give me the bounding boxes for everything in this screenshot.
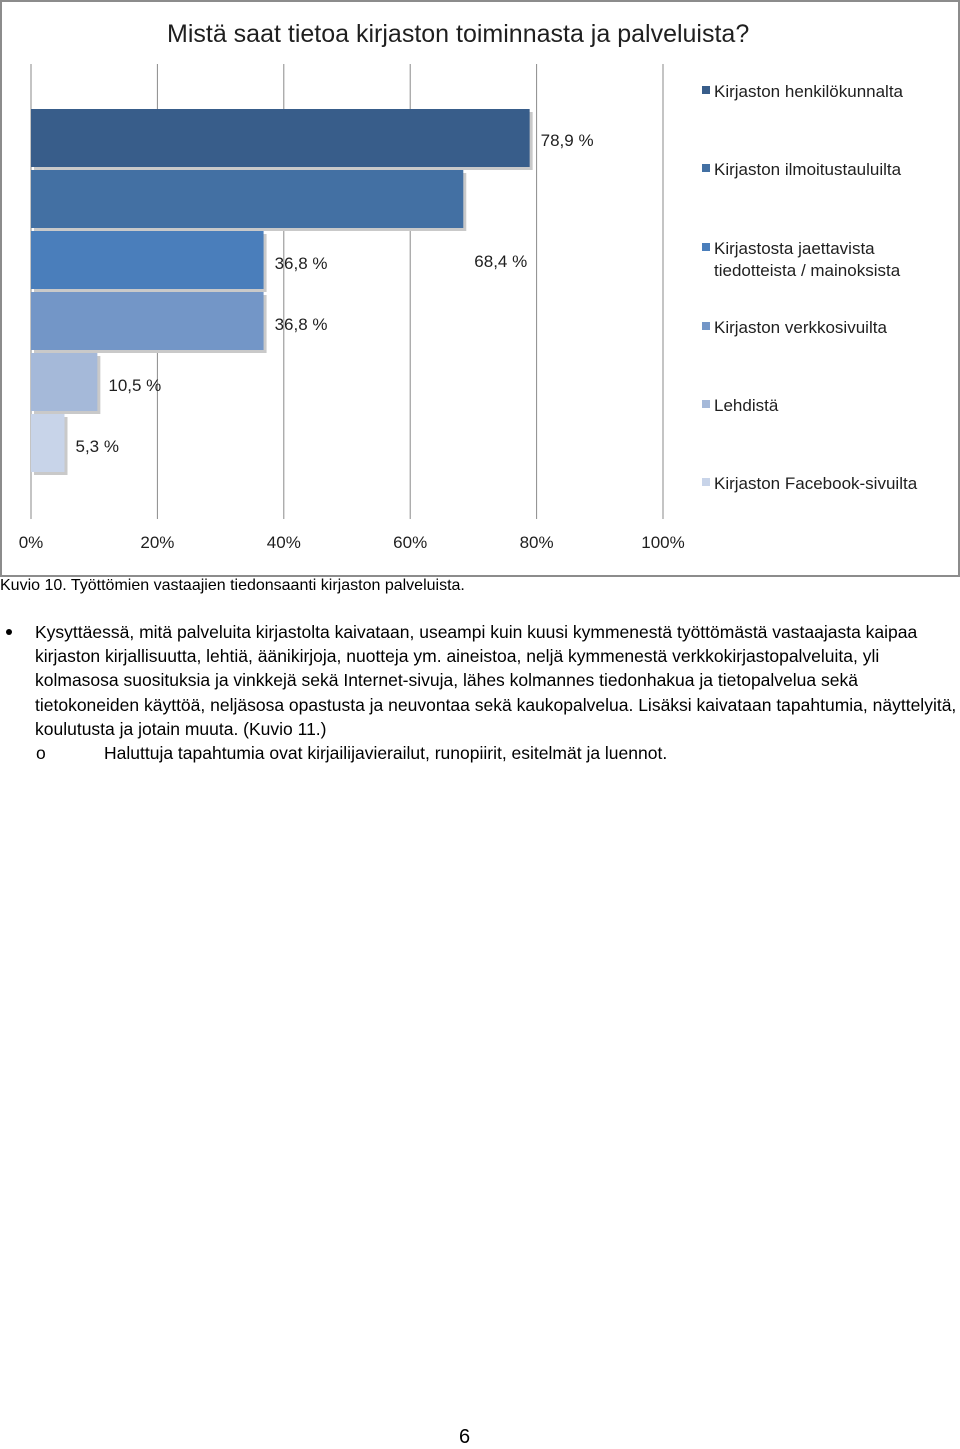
bullet-dot-icon — [6, 629, 12, 635]
sub-bullet-text: Haluttuja tapahtumia ovat kirjailijavierailut, runopiirit, esitelmät ja luennot. — [104, 743, 668, 764]
body-text — [0, 620, 960, 765]
bar — [31, 292, 264, 350]
legend-swatch — [702, 164, 710, 172]
sub-bullet-marker: o — [36, 743, 46, 764]
bar — [31, 414, 64, 472]
data-label: 36,8 % — [274, 315, 328, 334]
legend-label: Kirjaston ilmoitustauluilta — [714, 160, 902, 179]
data-label: 68,4 % — [474, 252, 528, 271]
x-tick-label: 60% — [393, 533, 428, 552]
legend-swatch — [702, 478, 710, 486]
chart-container — [0, 0, 960, 577]
legend-swatch — [702, 400, 710, 408]
bar — [31, 353, 97, 411]
chart-title: Mistä saat tietoa kirjaston toiminnasta ja palveluista? — [167, 20, 750, 48]
bar-chart — [2, 2, 958, 575]
bar — [31, 231, 264, 289]
x-tick-label: 100% — [641, 533, 685, 552]
legend-label: Kirjaston henkilökunnalta — [714, 82, 904, 101]
data-label: 36,8 % — [274, 254, 328, 273]
legend-label: Kirjaston verkkosivuilta — [714, 318, 887, 337]
legend-swatch — [702, 243, 710, 251]
page-number: 6 — [459, 1426, 471, 1448]
x-tick-label: 20% — [140, 533, 175, 552]
data-label: 5,3 % — [75, 437, 119, 456]
bullet-text: Kysyttäessä, mitä palveluita kirjastolta kaivataan, useampi kuin kuusi kymmenestä työttömästä vastaajasta kaipaa kirjaston kirjallisuutta, lehtiä, äänikirjoja, nuotteja ym. aineistoa, neljä kymmenestä verkkokirjastopalveluita, yli kolmasosa suosituksia ja vinkkejä sekä Internet-sivuja, lähes kolmannes tiedonhakua ja tietopalvelua sekä tietokoneiden käyttöä, neljäsosa opastusta ja neuvontaa sekä kaukopalvelua. Lisäksi kaivataan tapahtumia, näyttelyitä, koulutusta ja jotain muuta. (Kuvio 11.) — [35, 622, 957, 739]
legend-label: Lehdistä — [714, 396, 779, 415]
bar — [31, 170, 463, 228]
bullet-paragraph — [0, 620, 960, 741]
x-tick-label: 40% — [266, 533, 301, 552]
legend-swatch — [702, 86, 710, 94]
data-label: 78,9 % — [540, 131, 594, 150]
x-tick-label: 0% — [18, 533, 44, 552]
x-tick-label: 80% — [519, 533, 554, 552]
data-label: 10,5 % — [108, 376, 162, 395]
figure-caption: Kuvio 10. Työttömien vastaajien tiedonsaanti kirjaston palveluista. — [0, 577, 465, 594]
sub-bullet — [0, 741, 960, 765]
legend-label: tiedotteista / mainoksista — [714, 261, 901, 280]
legend-label: Kirjaston Facebook-sivuilta — [714, 474, 918, 493]
bar — [31, 109, 530, 167]
legend-label: Kirjastosta jaettavista — [714, 239, 875, 258]
legend-swatch — [702, 322, 710, 330]
